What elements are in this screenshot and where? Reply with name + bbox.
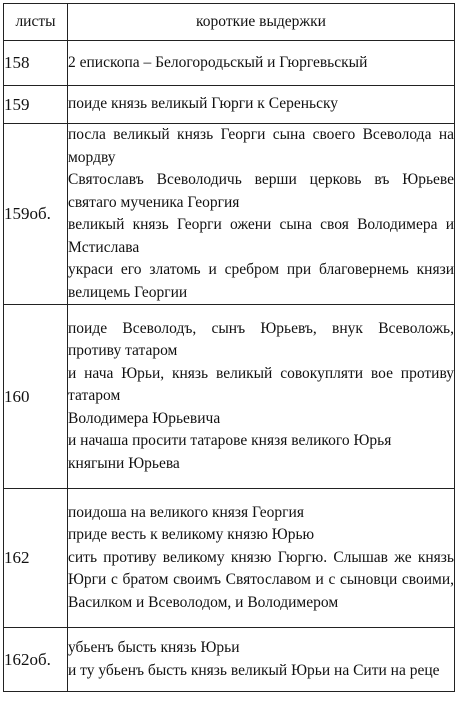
excerpts-table (3, 3, 455, 692)
table-row (4, 124, 455, 305)
leaf-number: 160 (4, 305, 68, 489)
excerpt-line: 2 епископа – Белогородьскый и Гюргевьскый (68, 53, 368, 71)
excerpt-line: поидоша на великого князя Георгия (68, 503, 304, 521)
excerpt-line: приде весть к великому князю Юрью (68, 526, 315, 544)
excerpt-line: княгыни Юрьева (68, 454, 180, 472)
table-header-row (4, 4, 455, 41)
excerpt-line: посла великый князь Георги сына своего Всеволода на мордву (68, 126, 454, 166)
excerpt-cell (68, 628, 455, 692)
excerpt-cell (68, 41, 455, 86)
header-excerpts: короткие выдержки (68, 4, 455, 41)
table-row (4, 86, 455, 124)
excerpt-line: и нача Юрьи, князь великый совокупляти вое противу татаром (68, 364, 454, 405)
header-leaves: листы (4, 4, 68, 41)
excerpt-line: великый князь Георги ожени сына своя Володимера и Мстислава (68, 216, 454, 256)
table-row (4, 41, 455, 86)
excerpt-line: поиде князь великый Гюрги к Сереньску (68, 95, 339, 113)
excerpt-cell (68, 489, 455, 628)
table-row (4, 305, 455, 489)
excerpt-line: сить противу великому князю Гюргю. Слышав же князь Юрги с братом своимъ Святославом и с сыновци своими, Василком и Всеволодом, и Володимером (68, 548, 454, 611)
excerpt-line: Володимера Юрьевича (68, 409, 221, 427)
excerpt-line: убьенъ бысть князь Юрьи (68, 639, 240, 656)
excerpt-line: украси его златомь и сребром при благовернемь князи велицемь Георгии (68, 261, 454, 301)
excerpt-line: и начаша просити татарове князя великого Юрья (68, 432, 392, 450)
leaf-number: 159 (4, 86, 68, 124)
excerpt-line: Святославъ Всеволодичь верши церковь въ Юрьеве святаго мученика Георгия (68, 171, 454, 211)
leaf-number: 162 (4, 489, 68, 628)
table-row (4, 628, 455, 692)
excerpt-line: поиде Всеволодъ, сынъ Юрьевъ, внук Всеволожь, противу татаром (68, 319, 454, 360)
table-row (4, 489, 455, 628)
excerpt-cell (68, 124, 455, 305)
excerpt-cell (68, 86, 455, 124)
leaf-number: 158 (4, 41, 68, 86)
excerpt-line: и ту убьенъ бысть князь великый Юрьи на Сити на реце (68, 661, 440, 679)
leaf-number: 162об. (4, 628, 68, 692)
leaf-number: 159об. (4, 124, 68, 305)
excerpt-cell (68, 305, 455, 489)
